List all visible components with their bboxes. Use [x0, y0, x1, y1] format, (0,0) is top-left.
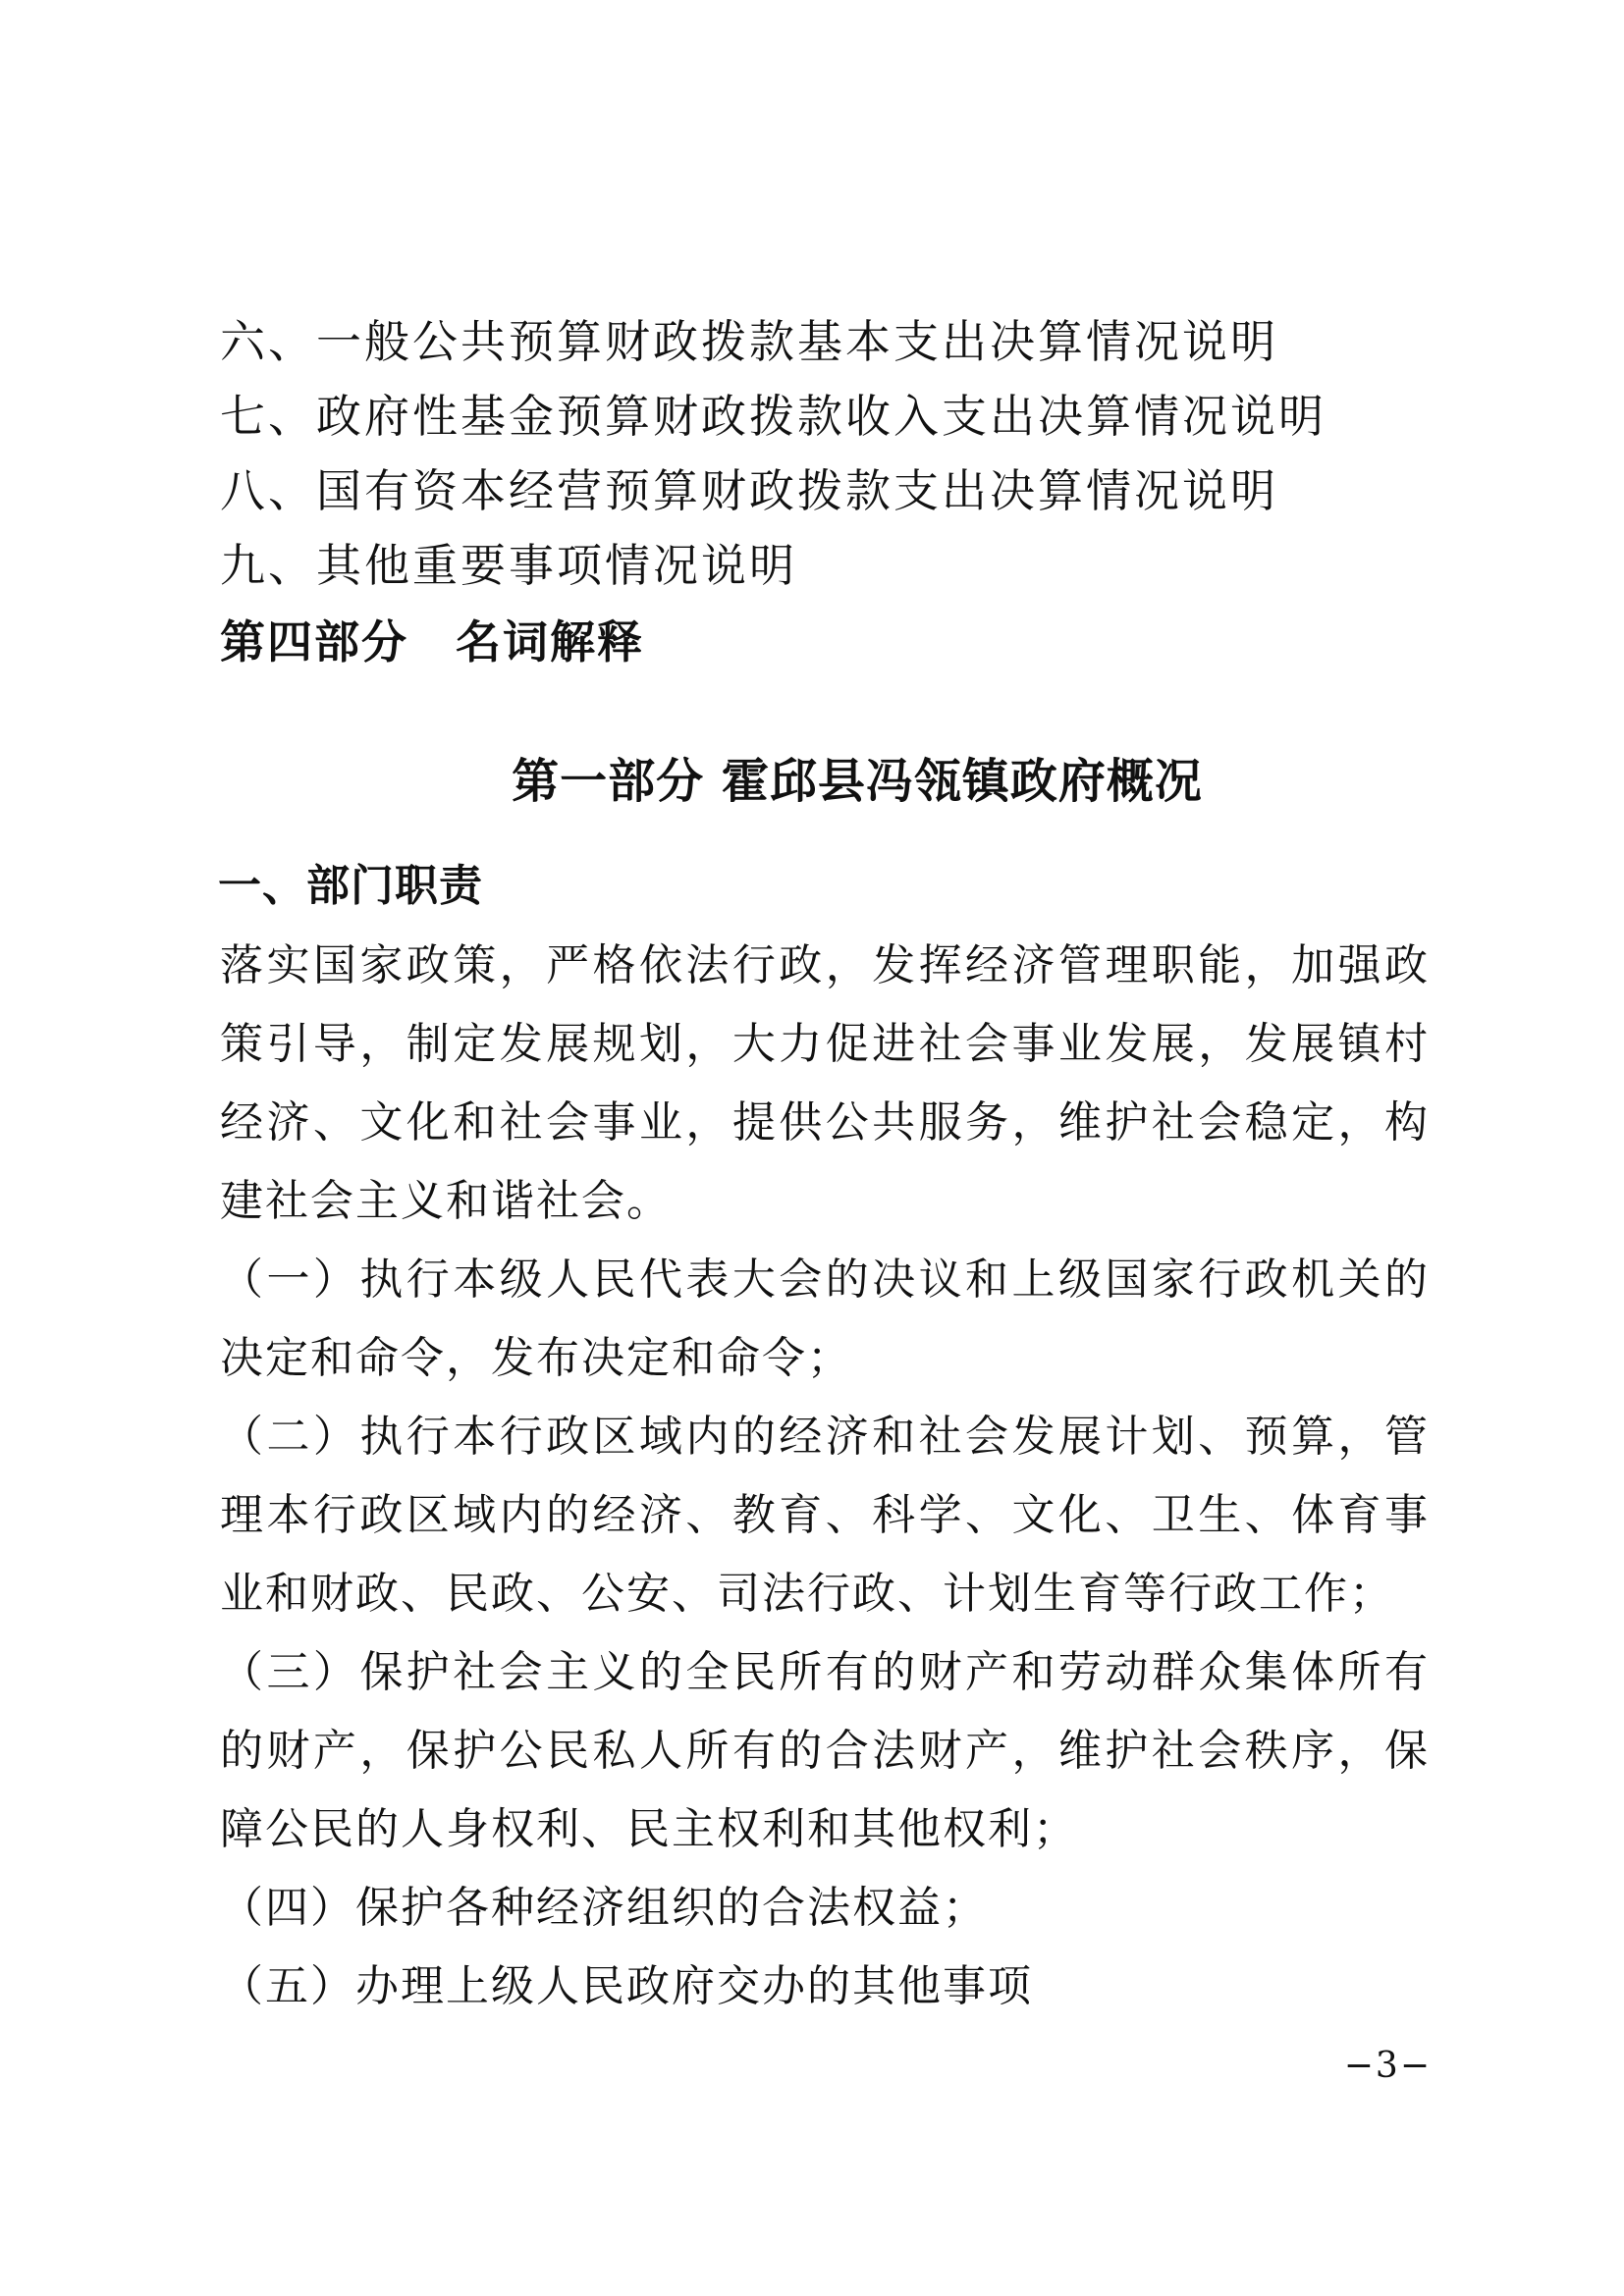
toc-item-7: 七、政府性基金预算财政拨款收入支出决算情况说明 [220, 390, 1326, 443]
toc-part-4-label: 第四部分 [220, 615, 408, 668]
section-body [220, 927, 1430, 2026]
page-number: −3− [1343, 2046, 1432, 2086]
paragraph-duty-5: （五）办理上级人民政府交办的其他事项 [220, 1961, 1033, 2011]
paragraph-duty-3: （三）保护社会主义的全民所有的财产和劳动群众集体所有的财产，保护公民私人所有的合法财产，维护社会秩序，保障公民的人身权利、民主权利和其他权利； [220, 1647, 1430, 1854]
paragraph-overview: 落实国家政策，严格依法行政，发挥经济管理职能，加强政策引导，制定发展规划，大力促进社会事业发展，发展镇村经济、文化和社会事业，提供公共服务，维护社会稳定，构建社会主义和谐社会。 [220, 940, 1430, 1226]
toc-part-4 [220, 603, 1428, 681]
toc-item-8: 八、国有资本经营预算财政拨款支出决算情况说明 [220, 464, 1278, 517]
table-of-contents [220, 304, 1428, 681]
part-1-title: 第一部分 霍邱县冯瓴镇政府概况 [512, 754, 1203, 809]
toc-item-9: 九、其他重要事项情况说明 [220, 539, 797, 592]
toc-part-4-title: 名词解释 [456, 615, 644, 668]
section-heading-duties: 一、部门职责 [218, 861, 483, 911]
toc-item-6: 六、一般公共预算财政拨款基本支出决算情况说明 [220, 315, 1278, 368]
paragraph-duty-4: （四）保护各种经济组织的合法权益； [220, 1883, 988, 1933]
paragraph-duty-1: （一）执行本级人民代表大会的决议和上级国家行政机关的决定和命令，发布决定和命令； [220, 1255, 1430, 1383]
paragraph-duty-2: （二）执行本行政区域内的经济和社会发展计划、预算，管理本行政区域内的经济、教育、科学、文化、卫生、体育事业和财政、民政、公安、司法行政、计划生育等行政工作； [220, 1412, 1430, 1619]
